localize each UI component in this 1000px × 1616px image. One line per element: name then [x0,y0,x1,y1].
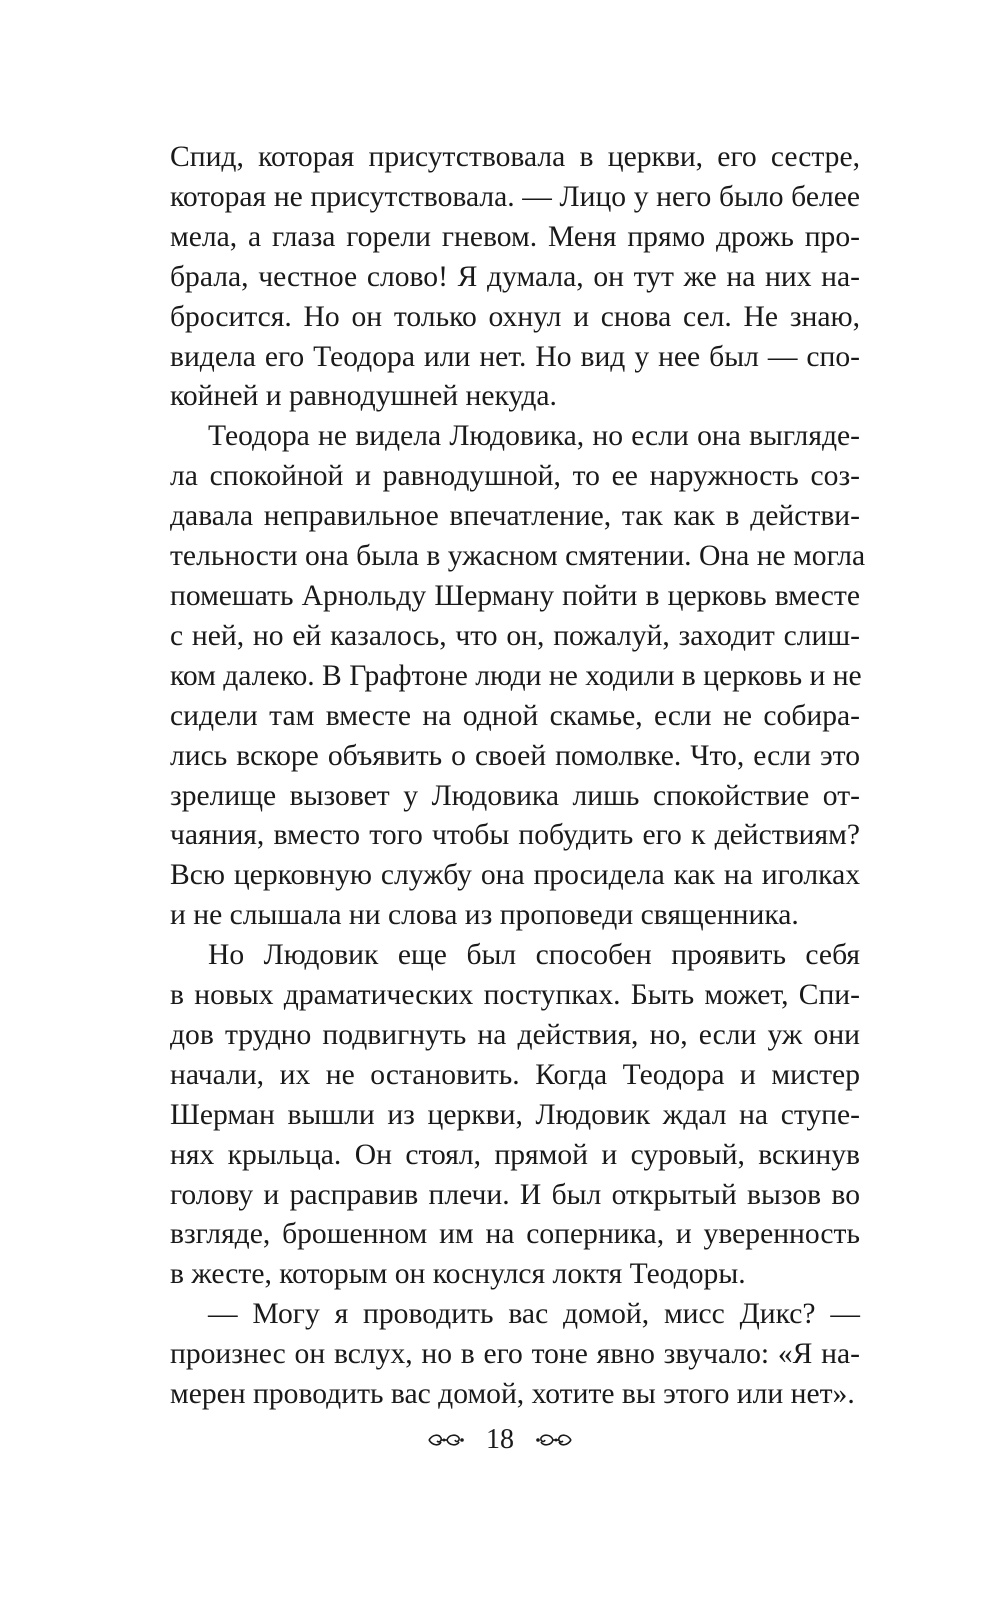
text-line: которая не присутствовала. — Лицо у него было белее [170,180,860,213]
text-line: с ней, но ей казалось, что он, пожалуй, заходит слиш- [170,619,860,652]
text-line: начали, их не остановить. Когда Теодора и мистер [170,1058,860,1091]
text-line: койней и равнодушней некуда. [170,380,557,413]
paragraph [170,1295,860,1415]
text-line: давала неправильное впечатление, так как в действи- [170,500,860,533]
text-line: Теодора не видела Людовика, но если она выгляде- [208,420,860,453]
text-line: Но Людовик еще был способен проявить себя [208,939,860,972]
text-line: взгляде, брошенном им на соперника, и уверенность [170,1218,860,1251]
text-line: мерен проводить вас домой, хотите вы этого или нет». [170,1378,855,1411]
page-footer [0,1422,1000,1456]
text-line: сидели там вместе на одной скамье, если не собира- [170,699,860,732]
body-text [170,138,866,1415]
text-line: голову и расправив плечи. И был открытый вызов во [170,1178,860,1211]
paragraph [170,417,866,936]
text-line: мела, а глаза горели гневом. Меня прямо дрожь про- [170,220,860,253]
paragraph [170,138,860,417]
text-line: тельности она была в ужасном смятении. Она не могла [170,540,866,573]
text-line: зрелище вызовет у Людовика лишь спокойствие от- [170,779,860,812]
text-line: и не слышала ни слова из проповеди священника. [170,899,799,932]
text-line: видела его Теодора или нет. Но вид у нее был — спо- [170,340,860,373]
text-line: лись вскоре объявить о своей помолвке. Что, если это [170,739,860,772]
ornament-left-icon [427,1428,465,1452]
text-line: дов трудно подвигнуть на действия, но, если уж они [170,1018,860,1051]
text-line: — Могу я проводить вас домой, мисс Дикс? — [208,1298,860,1331]
text-line: Спид, которая присутствовала в церкви, его сестре, [170,141,860,173]
text-line: произнес он вслух, но в его тоне явно звучало: «Я на- [170,1338,860,1371]
text-line: нях крыльца. Он стоял, прямой и суровый, вскинув [170,1138,860,1171]
ornament-right-icon [535,1428,573,1452]
text-line: помешать Арнольду Шерману пойти в церковь вместе [170,579,860,612]
text-line: чаяния, вместо того чтобы побудить его к действиям? [170,819,860,852]
page-number: 18 [486,1423,514,1455]
text-line: брала, честное слово! Я думала, он тут же на них на- [170,260,860,293]
text-line: в новых драматических поступках. Быть может, Спи- [170,979,860,1012]
text-line: ком далеко. В Графтоне люди не ходили в церковь и не [170,659,862,692]
text-line: бросится. Но он только охнул и снова сел. Не знаю, [170,300,860,333]
text-line: Всю церковную службу она просидела как на иголках [170,859,860,892]
text-line: Шерман вышли из церкви, Людовик ждал на ступе- [170,1098,860,1131]
text-line: в жесте, которым он коснулся локтя Теодоры. [170,1258,746,1291]
paragraph [170,936,860,1295]
text-line: ла спокойной и равнодушной, то ее наружность соз- [170,460,860,493]
